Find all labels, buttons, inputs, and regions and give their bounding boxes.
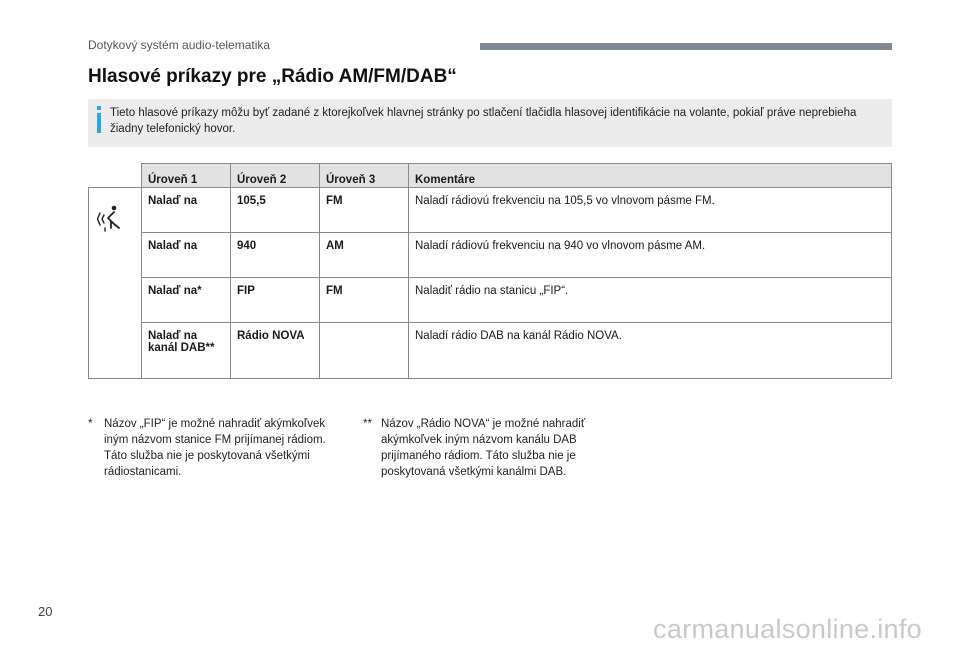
table-row	[89, 233, 892, 278]
watermark: carmanualsonline.info	[653, 614, 922, 644]
voice-commands-table	[88, 163, 892, 379]
header-blank-cell	[89, 164, 142, 188]
table-row	[89, 188, 892, 233]
header-bar	[480, 43, 892, 50]
page-number: 20	[38, 604, 53, 619]
cell-level-1: Nalaď na*	[142, 278, 231, 323]
header-level-1: Úroveň 1	[142, 164, 231, 188]
footnote-mark: **	[363, 418, 372, 430]
voice-command-icon	[95, 203, 125, 233]
header-level-3: Úroveň 3	[320, 164, 409, 188]
cell-level-1: Nalaď na	[142, 188, 231, 233]
table-header-row	[89, 164, 892, 188]
cell-comment: Naladí rádiovú frekvenciu na 105,5 vo vlnovom pásme FM.	[409, 188, 892, 233]
header-comments: Komentáre	[409, 164, 892, 188]
table-row	[89, 278, 892, 323]
cell-comment: Naladiť rádio na stanicu „FIP“.	[409, 278, 892, 323]
cell-level-1: Nalaď na	[142, 233, 231, 278]
cell-level-2: 940	[231, 233, 320, 278]
cell-level-3: AM	[320, 233, 409, 278]
cell-level-2: Rádio NOVA	[231, 323, 320, 379]
table-row	[89, 323, 892, 379]
cell-level-3: FM	[320, 278, 409, 323]
cell-level-2: FIP	[231, 278, 320, 323]
footnote-mark: *	[88, 418, 93, 430]
page-title: Hlasové príkazy pre „Rádio AM/FM/DAB“	[88, 66, 457, 87]
section-header: Dotykový systém audio-telematika	[88, 38, 271, 52]
header-level-2: Úroveň 2	[231, 164, 320, 188]
icon-cell	[89, 188, 142, 379]
info-icon	[92, 105, 106, 135]
cell-comment: Naladí rádio DAB na kanál Rádio NOVA.	[409, 323, 892, 379]
footnote-text: Názov „FIP“ je možné nahradiť akýmkoľvek iným názvom stanice FM prijímanej rádiom. Táto služba nie je poskytovaná všetkými rádiostanicami.	[104, 418, 326, 478]
info-text: Tieto hlasové príkazy môžu byť zadané z ktorejkoľvek hlavnej stránky po stlačení tlačidla hlasovej identifikácie na volante, pokiaľ práve neprebieha žiadny telefonický hovor.	[110, 107, 857, 135]
cell-comment: Naladí rádiovú frekvenciu na 940 vo vlnovom pásme AM.	[409, 233, 892, 278]
cell-level-3: FM	[320, 188, 409, 233]
cell-level-3	[320, 323, 409, 379]
footnote-text: Názov „Rádio NOVA“ je možné nahradiť akýmkoľvek iným názvom kanálu DAB prijímaného rádiom. Táto služba nie je poskytovaná všetkými kanálmi DAB.	[381, 418, 586, 478]
cell-level-1: Nalaď na kanál DAB**	[142, 323, 231, 379]
info-box	[88, 99, 892, 147]
cell-level-2: 105,5	[231, 188, 320, 233]
